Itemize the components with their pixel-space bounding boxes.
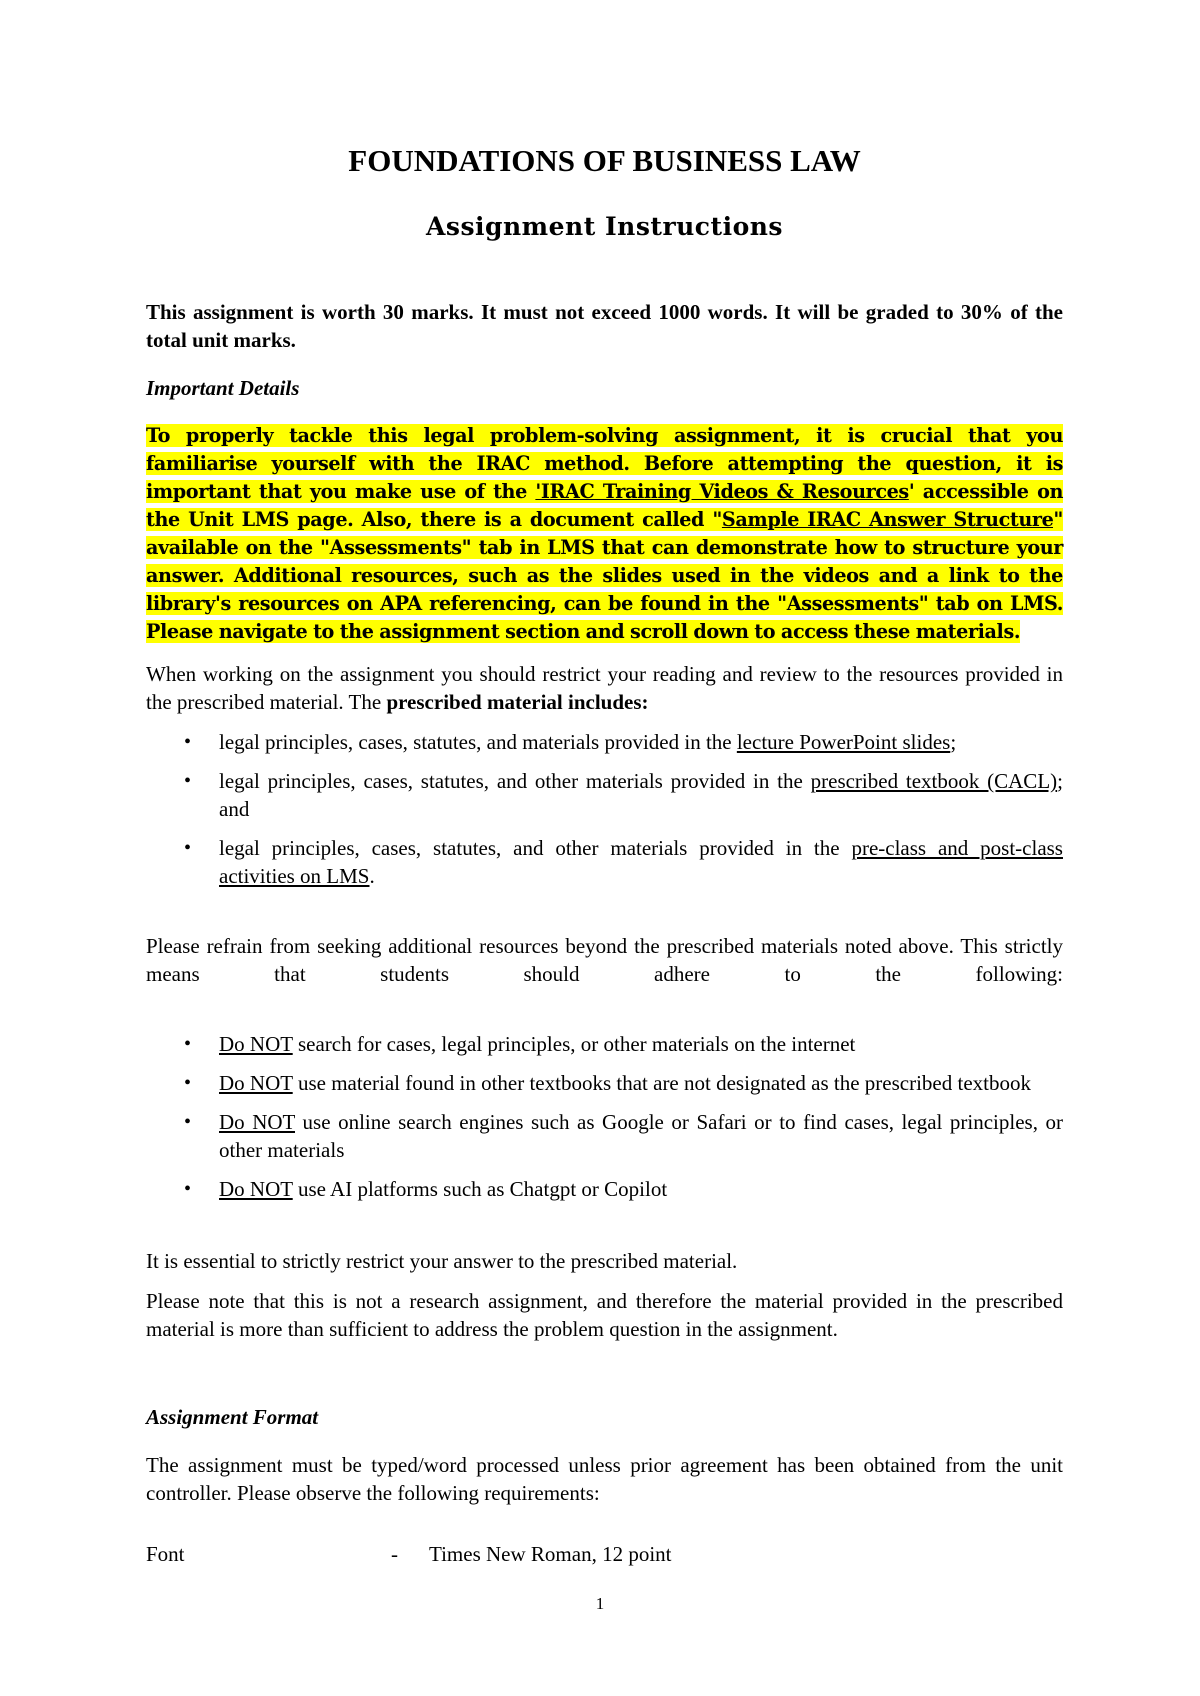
prescribed-material-label: prescribed material includes: (386, 690, 649, 714)
item-tail: ; and (219, 769, 1063, 821)
bullet-icon: • (184, 731, 192, 753)
format-paragraph: The assignment must be typed/word processed unless prior agreement has been obtained from the unit controller. Please observe the following requirements: (146, 1453, 1063, 1505)
list-item (146, 1069, 1063, 1097)
highlight-text-1: To properly tackle this legal problem-solving assignment, it is crucial that you familiarise yourself with the IRAC method. Before attempting the question, it is important that you make use of the (146, 424, 1063, 503)
lms-activities-link[interactable]: pre-class and post-class activities on LMS (219, 836, 1063, 888)
document-title: FOUNDATIONS OF BUSINESS LAW (348, 143, 861, 178)
list-item (146, 1030, 1063, 1058)
item-text: legal principles, cases, statutes, and other materials provided in the (219, 836, 852, 860)
assignment-format-heading: Assignment Format (146, 1405, 319, 1429)
item-text: legal principles, cases, statutes, and materials provided in the (219, 730, 737, 754)
highlight-text-3: " available on the "Assessments" tab in LMS that can demonstrate how to structure your answer. Additional resources, such as the slides used in the videos and a link to the library's resources on APA referencing, can be found in the "Assessments" tab on LMS. Please navigate to the assignment section and scroll down to access these materials. (146, 508, 1063, 643)
do-not-label: Do NOT (219, 1177, 293, 1201)
bullet-icon: • (184, 1033, 192, 1055)
bullet-icon: • (184, 1072, 192, 1094)
font-separator: - (391, 1542, 398, 1566)
list-item (146, 1175, 1063, 1203)
working-text: When working on the assignment you should restrict your reading and review to the resources provided in the prescribed material. The (146, 662, 1063, 714)
list-item (146, 728, 1063, 756)
font-requirement-row (146, 1540, 1063, 1568)
do-not-label: Do NOT (219, 1032, 293, 1056)
essential-paragraph: It is essential to strictly restrict your answer to the prescribed material. (146, 1249, 738, 1273)
document-subtitle: Assignment Instructions (425, 212, 784, 241)
bullet-icon: • (184, 1111, 192, 1133)
prescribed-textbook-link[interactable]: prescribed textbook (CACL) (810, 769, 1058, 793)
font-label: Font (146, 1542, 185, 1566)
working-paragraph (146, 660, 1063, 716)
list-item (146, 1108, 1063, 1164)
item-tail: . (369, 864, 375, 888)
item-tail: ; (950, 730, 957, 754)
bullet-icon: • (184, 1178, 192, 1200)
rule-text: search for cases, legal principles, or other materials on the internet (292, 1032, 856, 1056)
highlight-text-2: ' accessible on the Unit LMS page. Also, there is a document called " (146, 480, 1064, 531)
important-details-heading: Important Details (146, 376, 300, 400)
highlighted-instructions (146, 422, 1063, 646)
rules-list (146, 1030, 1063, 1203)
item-text: legal principles, cases, statutes, and other materials provided in the (219, 769, 811, 793)
rule-text: use AI platforms such as Chatgpt or Copilot (292, 1177, 668, 1201)
list-item (146, 834, 1063, 890)
rule-text: use material found in other textbooks that are not designated as the prescribed textbook (292, 1071, 1031, 1095)
do-not-label: Do NOT (219, 1110, 295, 1134)
prescribed-list (146, 728, 1063, 890)
page-number: 1 (595, 1594, 605, 1613)
bullet-icon: • (184, 770, 192, 792)
rule-text: use online search engines such as Google or Safari or to find cases, legal principles, or other materials (219, 1110, 1063, 1162)
irac-training-link[interactable]: 'IRAC Training Videos & Resources (535, 480, 909, 503)
research-paragraph: Please note that this is not a research assignment, and therefore the material provided in the prescribed material is more than sufficient to address the problem question in the assignment. (146, 1289, 1063, 1341)
do-not-label: Do NOT (219, 1071, 293, 1095)
intro-paragraph: This assignment is worth 30 marks. It must not exceed 1000 words. It will be graded to 30% of the total unit marks. (146, 300, 1063, 352)
list-item (146, 767, 1063, 823)
bullet-icon: • (184, 837, 192, 859)
lecture-slides-link[interactable]: lecture PowerPoint slides (736, 730, 951, 754)
refrain-paragraph: Please refrain from seeking additional resources beyond the prescribed materials noted above. This strictly means that students should adhere to the following: (146, 934, 1063, 986)
sample-irac-link[interactable]: Sample IRAC Answer Structure (721, 508, 1054, 531)
font-value: Times New Roman, 12 point (429, 1542, 672, 1566)
